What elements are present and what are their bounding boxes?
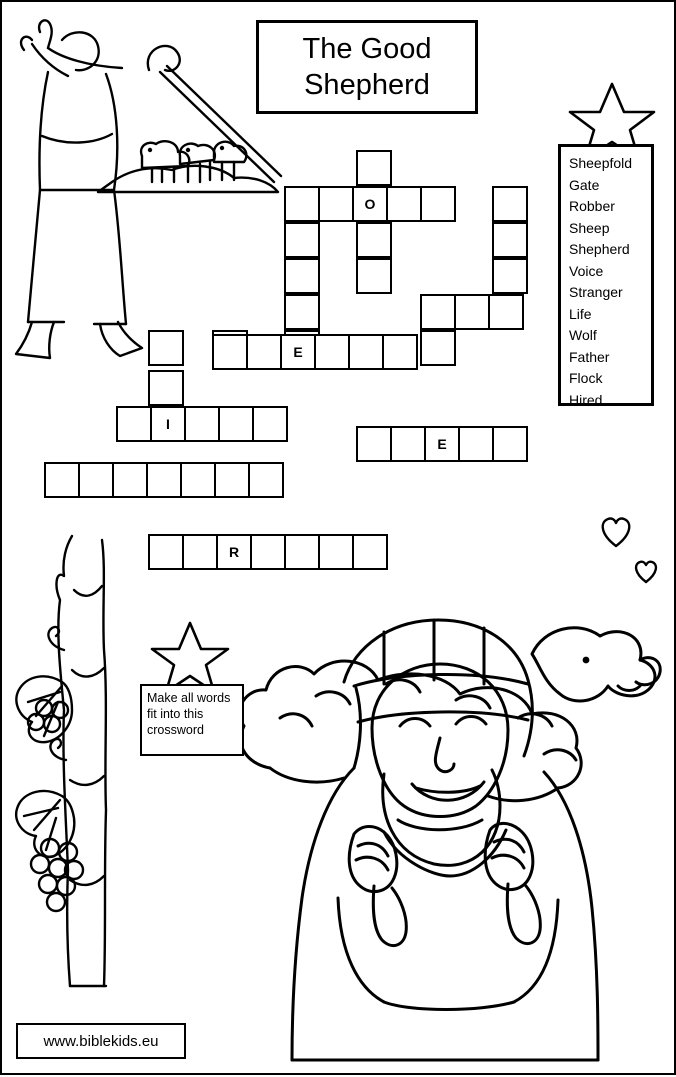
crossword-cell[interactable] bbox=[458, 426, 494, 462]
crossword-cell[interactable] bbox=[454, 294, 490, 330]
crossword-cell[interactable] bbox=[492, 258, 528, 294]
word-list-item: Father bbox=[569, 348, 610, 365]
crossword-cell[interactable] bbox=[318, 534, 354, 570]
crossword-cell[interactable]: E bbox=[280, 334, 316, 370]
word-list-item: Flock bbox=[569, 370, 603, 386]
crossword-cell[interactable] bbox=[382, 334, 418, 370]
website-url: www.biblekids.eu bbox=[43, 1032, 159, 1050]
page-title bbox=[256, 20, 478, 114]
crossword-cell[interactable] bbox=[492, 186, 528, 222]
crossword-cell[interactable] bbox=[492, 426, 528, 462]
crossword-cell[interactable] bbox=[420, 186, 456, 222]
crossword-cell[interactable] bbox=[284, 186, 320, 222]
crossword-cell[interactable] bbox=[148, 330, 184, 366]
crossword-cell[interactable] bbox=[348, 334, 384, 370]
crossword-cell[interactable] bbox=[246, 334, 282, 370]
crossword-cell[interactable] bbox=[78, 462, 114, 498]
crossword-cell[interactable]: I bbox=[150, 406, 186, 442]
crossword-cell[interactable] bbox=[184, 406, 220, 442]
crossword-cell[interactable] bbox=[148, 370, 184, 406]
crossword-cell[interactable] bbox=[356, 150, 392, 186]
crossword-cell[interactable] bbox=[284, 534, 320, 570]
crossword-cell[interactable] bbox=[252, 406, 288, 442]
crossword-cell[interactable] bbox=[284, 258, 320, 294]
word-list bbox=[558, 144, 654, 406]
crossword-cell[interactable] bbox=[488, 294, 524, 330]
crossword-cell[interactable] bbox=[146, 462, 182, 498]
instruction-text: Make all words fit into this crossword bbox=[147, 691, 231, 737]
heart-decoration-large bbox=[598, 514, 634, 548]
crossword-cell[interactable] bbox=[112, 462, 148, 498]
crossword-cell[interactable] bbox=[492, 222, 528, 258]
grapevine-illustration bbox=[10, 530, 150, 990]
crossword-cell[interactable] bbox=[390, 426, 426, 462]
crossword-cell[interactable]: R bbox=[216, 534, 252, 570]
crossword-cell[interactable]: E bbox=[424, 426, 460, 462]
word-list-item: Stranger bbox=[569, 284, 623, 300]
crossword-cell[interactable] bbox=[180, 462, 216, 498]
crossword-cell[interactable] bbox=[212, 334, 248, 370]
crossword-cell[interactable] bbox=[248, 462, 284, 498]
crossword-cell[interactable] bbox=[356, 258, 392, 294]
crossword-cell[interactable] bbox=[182, 534, 218, 570]
crossword-cell[interactable] bbox=[386, 186, 422, 222]
word-list-item: Voice bbox=[569, 262, 604, 279]
crossword-cell[interactable] bbox=[420, 330, 456, 366]
page-title-line2: Shepherd bbox=[304, 69, 430, 101]
crossword-cell[interactable] bbox=[318, 186, 354, 222]
crossword-cell[interactable] bbox=[314, 334, 350, 370]
crossword-cell[interactable] bbox=[116, 406, 152, 442]
website-footer bbox=[16, 1023, 186, 1059]
word-list-item: Sheepfold bbox=[569, 155, 633, 171]
word-list-item: Hired bbox=[569, 391, 603, 408]
crossword-cell[interactable] bbox=[44, 462, 80, 498]
word-list-item: Gate bbox=[569, 176, 600, 193]
crossword-cell[interactable] bbox=[250, 534, 286, 570]
shepherd-carrying-lamb-illustration bbox=[188, 568, 668, 1064]
crossword-cell[interactable]: O bbox=[352, 186, 388, 222]
instruction-box bbox=[140, 684, 244, 756]
word-list-item: Robber bbox=[569, 198, 615, 214]
crossword-cell[interactable] bbox=[218, 406, 254, 442]
word-list-item: Life bbox=[569, 305, 592, 322]
crossword-cell[interactable] bbox=[214, 462, 250, 498]
word-list-item: Sheep bbox=[569, 219, 610, 236]
crossword-cell[interactable] bbox=[356, 426, 392, 462]
crossword-cell[interactable] bbox=[420, 294, 456, 330]
crossword-cell[interactable] bbox=[356, 222, 392, 258]
crossword-cell[interactable] bbox=[284, 222, 320, 258]
crossword-cell[interactable] bbox=[352, 534, 388, 570]
word-list-item: Wolf bbox=[569, 327, 597, 343]
crossword-cell[interactable] bbox=[284, 294, 320, 330]
crossword-cell[interactable] bbox=[148, 534, 184, 570]
word-list-item: Shepherd bbox=[569, 241, 630, 257]
page-title-line1: The Good bbox=[302, 32, 432, 65]
